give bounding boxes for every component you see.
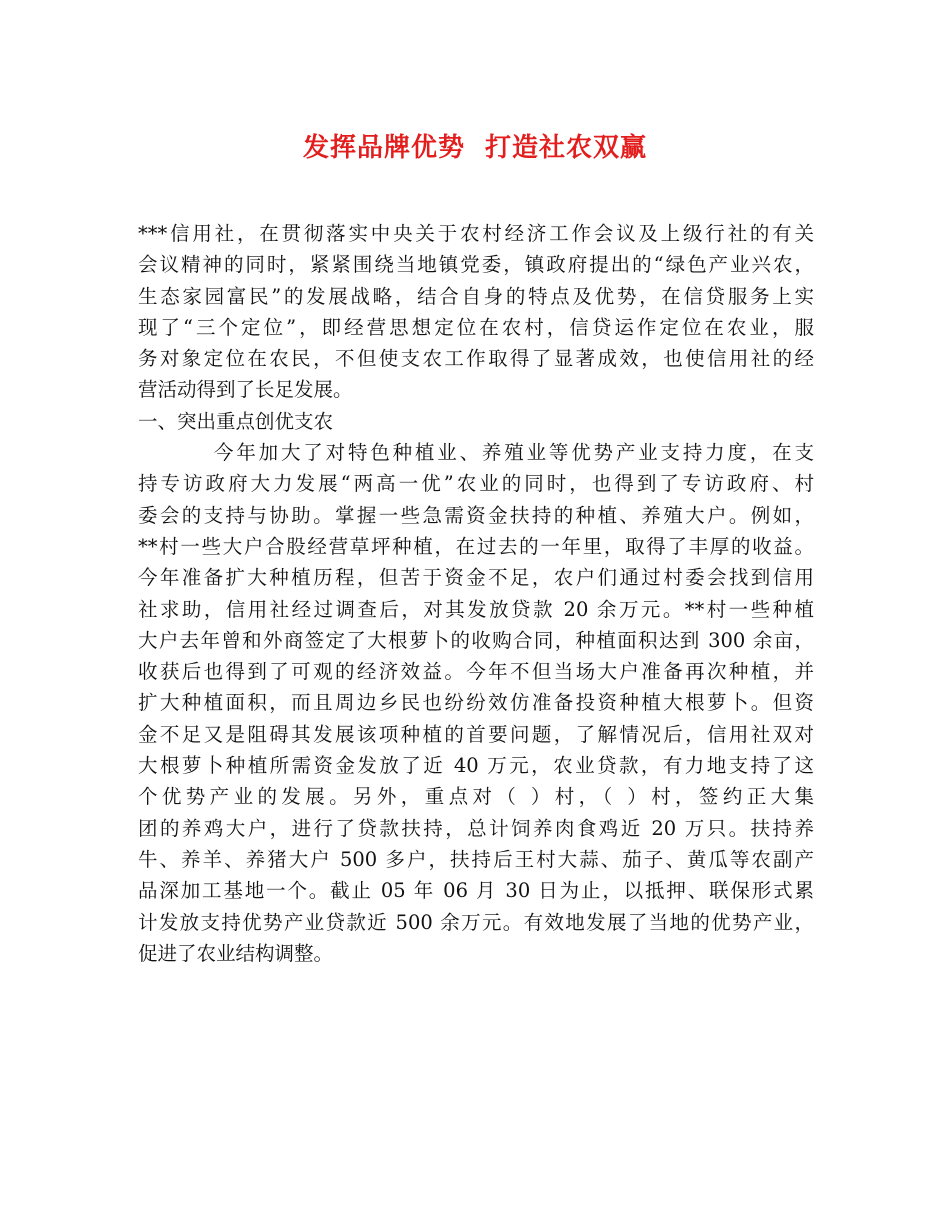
- body-text-line: 金不足又是阻碍其发展该项种植的首要问题，了解情况后，信用社双对: [138, 722, 814, 746]
- body-text-line: 品深加工基地一个。截止 05 年 06 月 30 日为止，以抵押、联保形式累: [138, 879, 814, 903]
- body-text-line: 持专访政府大力发展“两高一优”农业的同时，也得到了专访政府、村: [138, 472, 814, 496]
- body-text-line: **村一些大户合股经营草坪种植，在过去的一年里，取得了丰厚的收益。: [138, 534, 814, 558]
- body-text-line: 牛、养羊、养猪大户 500 多户，扶持后王村大蒜、茄子、黄瓜等农副产: [138, 847, 814, 871]
- body-text-line: 团的养鸡大户，进行了贷款扶持，总计饲养肉食鸡近 20 万只。扶持养: [138, 816, 814, 840]
- body-text-line: 收获后也得到了可观的经济效益。今年不但当场大户准备再次种植，并: [138, 660, 814, 684]
- body-text-line: 委会的支持与协助。掌握一些急需资金扶持的种植、养殖大户。例如，: [138, 503, 814, 527]
- body-text-line: 计发放支持优势产业贷款近 500 余万元。有效地发展了当地的优势产业，: [138, 910, 814, 934]
- body-text-line: 一、突出重点创优支农: [138, 409, 334, 433]
- body-text-line: 今年加大了对特色种植业、养殖业等优势产业支持力度，在支: [214, 441, 814, 465]
- body-text-line: 促进了农业结构调整。: [138, 941, 334, 965]
- document-body: [138, 218, 814, 969]
- body-text-line: 会议精神的同时，紧紧围绕当地镇党委，镇政府提出的“绿色产业兴农，: [138, 253, 814, 277]
- body-text-line: 今年准备扩大种植历程，但苦于资金不足，农户们通过村委会找到信用: [138, 566, 814, 590]
- body-text-line: 现了“三个定位”，即经营思想定位在农村，信贷运作定位在农业，服: [138, 315, 814, 339]
- body-text-line: 扩大种植面积，而且周边乡民也纷纷效仿准备投资种植大根萝卜。但资: [138, 691, 814, 715]
- body-text-line: 大户去年曾和外商签定了大根萝卜的收购合同，种植面积达到 300 余亩，: [138, 628, 814, 652]
- body-text-line: 个优势产业的发展。另外，重点对（ ）村，（ ）村，签约正大集: [138, 785, 814, 809]
- body-text-line: 大根萝卜种植所需资金发放了近 40 万元，农业贷款，有力地支持了这: [138, 754, 814, 778]
- body-text-line: ***信用社，在贯彻落实中央关于农村经济工作会议及上级行社的有关: [138, 222, 814, 245]
- page-title: 发挥品牌优势 打造社农双赢: [302, 133, 648, 163]
- body-text-line: 社求助，信用社经过调查后，对其发放贷款 20 余万元。**村一些种植: [138, 597, 814, 621]
- body-text-line: 生态家园富民”的发展战略，结合自身的特点及优势，在信贷服务上实: [138, 284, 814, 308]
- body-text-line: 务对象定位在农民，不但使支农工作取得了显著成效，也使信用社的经: [138, 347, 814, 371]
- body-text-line: 营活动得到了长足发展。: [138, 378, 353, 402]
